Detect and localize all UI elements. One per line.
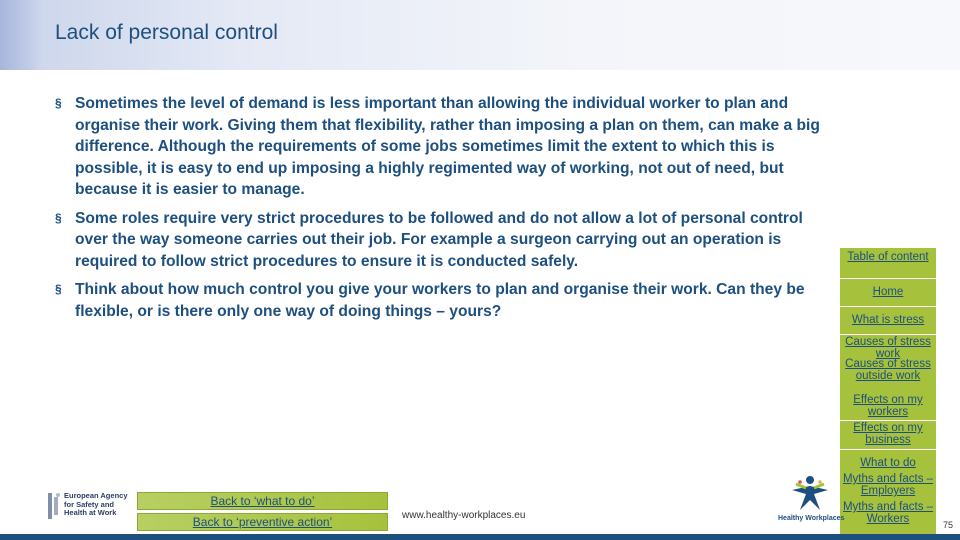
toc-link-effects-business[interactable]: Effects on my business [853, 422, 923, 446]
website-url: www.healthy-workplaces.eu [402, 510, 526, 521]
toc-link-causes-outside[interactable]: Causes of stress outside work [845, 358, 931, 382]
healthy-workplaces-text: Healthy Workplaces [778, 515, 845, 522]
toc-divider [840, 306, 936, 307]
bullet-marker: § [55, 96, 62, 110]
page-number: 75 [943, 520, 954, 530]
header-accent [0, 0, 42, 70]
toc-link-effects-workers[interactable]: Effects on my workers [853, 394, 923, 418]
toc-link-causes-work[interactable]: Causes of stress work [845, 336, 931, 360]
bullet-text: Think about how much control you give your workers to plan and organise their work. Can they be flexible, or is there only one way of doing things – yours? [75, 281, 805, 320]
toc-divider [840, 278, 936, 279]
healthy-workplaces-logo [778, 470, 845, 526]
back-to-what-to-do-button[interactable]: Back to ‘what to do’ [137, 492, 388, 510]
back-to-preventive-action-button[interactable]: Back to ‘preventive action’ [137, 513, 388, 531]
bullet-marker: § [55, 210, 62, 225]
toc-divider [840, 420, 936, 421]
bullet-list [55, 93, 835, 329]
bullet-item [55, 279, 835, 322]
toc-link-what-is-stress[interactable]: What is stress [851, 314, 925, 326]
eu-osha-emblem-icon [46, 491, 62, 521]
toc-link-myths-employers[interactable]: Myths and facts – Employers [842, 473, 934, 497]
toc-link-table-of-content[interactable]: Table of content [847, 251, 929, 263]
toc-divider [840, 449, 936, 450]
toc-divider [840, 334, 936, 335]
toc-link-myths-workers[interactable]: Myths and facts – Workers [842, 501, 934, 525]
bullet-text: Some roles require very strict procedures to be followed and do not allow a lot of personal control over the way someone carries out their job. For example a surgeon carrying out an operation is required to follow strict procedures to ensure it is conducted safely. [75, 209, 803, 270]
healthy-workplaces-figure-icon [786, 470, 834, 514]
slide-title: Lack of personal control [55, 21, 278, 44]
bullet-marker: § [55, 282, 62, 296]
bullet-item [55, 93, 835, 201]
toc-link-what-to-do[interactable]: What to do [860, 457, 916, 469]
bullet-item [55, 208, 835, 273]
toc-panel [840, 248, 936, 540]
toc-link-home[interactable]: Home [872, 286, 904, 298]
bullet-text: Sometimes the level of demand is less important than allowing the individual worker to plan and organise their work. Giving them that flexibility, rather than imposing a plan on them, can make a big difference. Although the requirements of some jobs sometimes limit the extent to which this is possible, it is easy to end up imposing a highly regimented way of working, not out of need, but because it is easier to manage. [75, 95, 820, 198]
bottom-bar [0, 534, 960, 540]
eu-osha-logo-text: European Agency for Safety and Health at Work [64, 491, 128, 517]
